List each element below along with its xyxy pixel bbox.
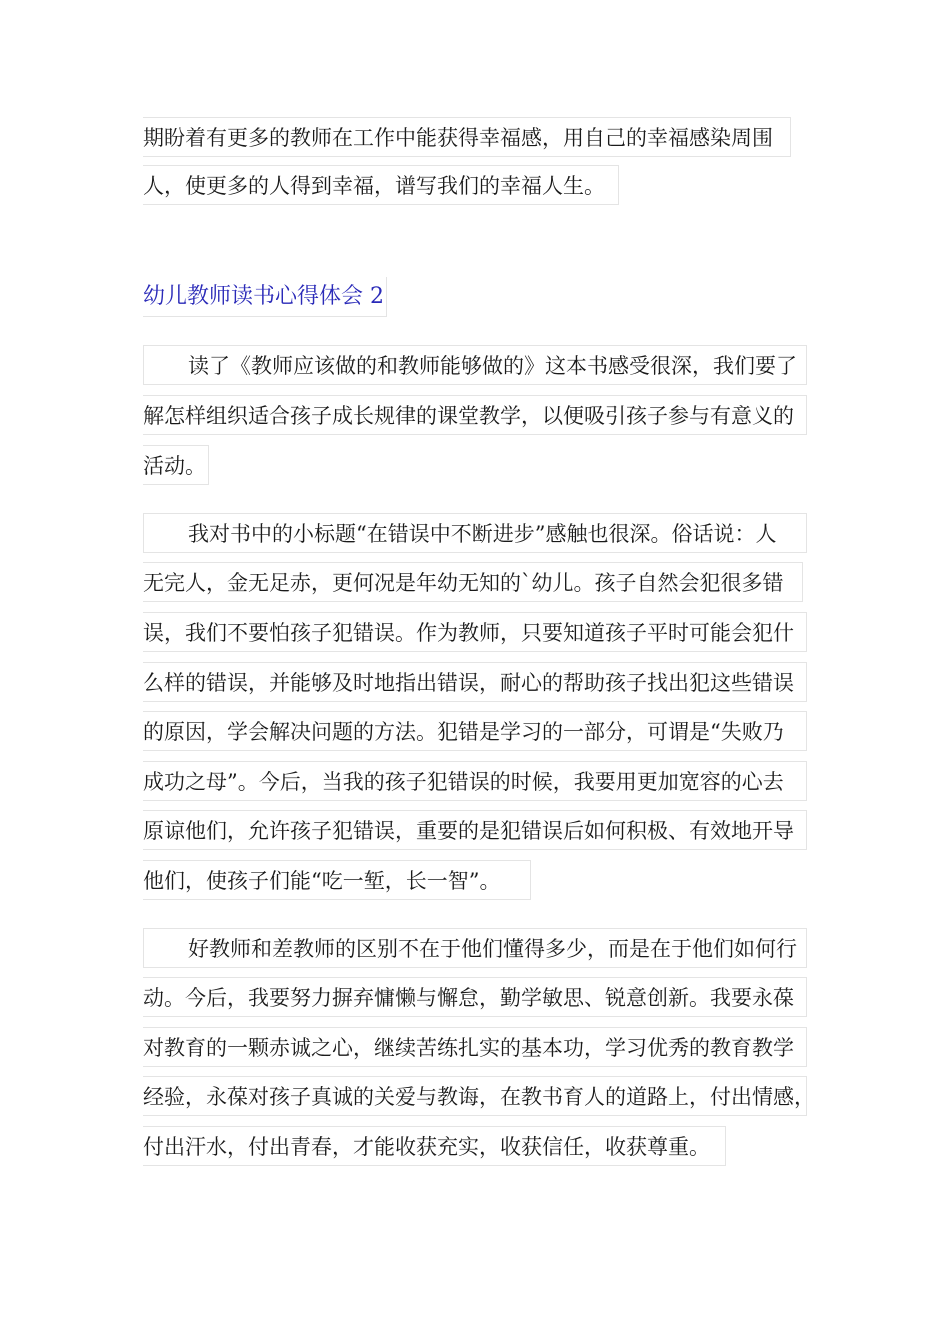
text-line: 好教师和差教师的区别不在于他们懂得多少，而是在于他们如何行 [143, 928, 807, 968]
text-line: 经验，永葆对孩子真诚的关爱与教诲，在教书育人的道路上，付出情感， [143, 1076, 807, 1116]
text-line: 他们，使孩子们能“吃一堑，长一智”。 [143, 860, 531, 900]
text-line: 的原因，学会解决问题的方法。犯错是学习的一部分，可谓是“失败乃 [143, 711, 807, 751]
text-line: 我对书中的小标题“在错误中不断进步”感触也很深。俗话说：人 [143, 513, 807, 553]
text-line: 成功之母”。今后，当我的孩子犯错误的时候，我要用更加宽容的心去 [143, 761, 807, 801]
text-line: 对教育的一颗赤诚之心，继续苦练扎实的基本功，学习优秀的教育教学 [143, 1027, 807, 1067]
text-line: 动。今后，我要努力摒弃慵懒与懈怠，勤学敏思、锐意创新。我要永葆 [143, 977, 807, 1017]
text-line: 读了《教师应该做的和教师能够做的》这本书感受很深，我们要了 [143, 345, 807, 385]
text-line: 人，使更多的人得到幸福，谱写我们的幸福人生。 [143, 165, 619, 205]
text-line: 活动。 [143, 445, 209, 485]
text-line: 无完人，金无足赤，更何况是年幼无知的`幼儿。孩子自然会犯很多错 [143, 562, 803, 602]
text-line: 解怎样组织适合孩子成长规律的课堂教学，以便吸引孩子参与有意义的 [143, 395, 807, 435]
section-title: 幼儿教师读书心得体会 2 [143, 277, 387, 317]
text-line: 付出汗水，付出青春，才能收获充实，收获信任，收获尊重。 [143, 1126, 726, 1166]
text-line: 么样的错误，并能够及时地指出错误，耐心的帮助孩子找出犯这些错误 [143, 662, 807, 702]
text-line: 误，我们不要怕孩子犯错误。作为教师，只要知道孩子平时可能会犯什 [143, 612, 807, 652]
text-line: 原谅他们，允许孩子犯错误，重要的是犯错误后如何积极、有效地开导 [143, 810, 807, 850]
text-line: 期盼着有更多的教师在工作中能获得幸福感，用自己的幸福感染周围 [143, 117, 791, 157]
